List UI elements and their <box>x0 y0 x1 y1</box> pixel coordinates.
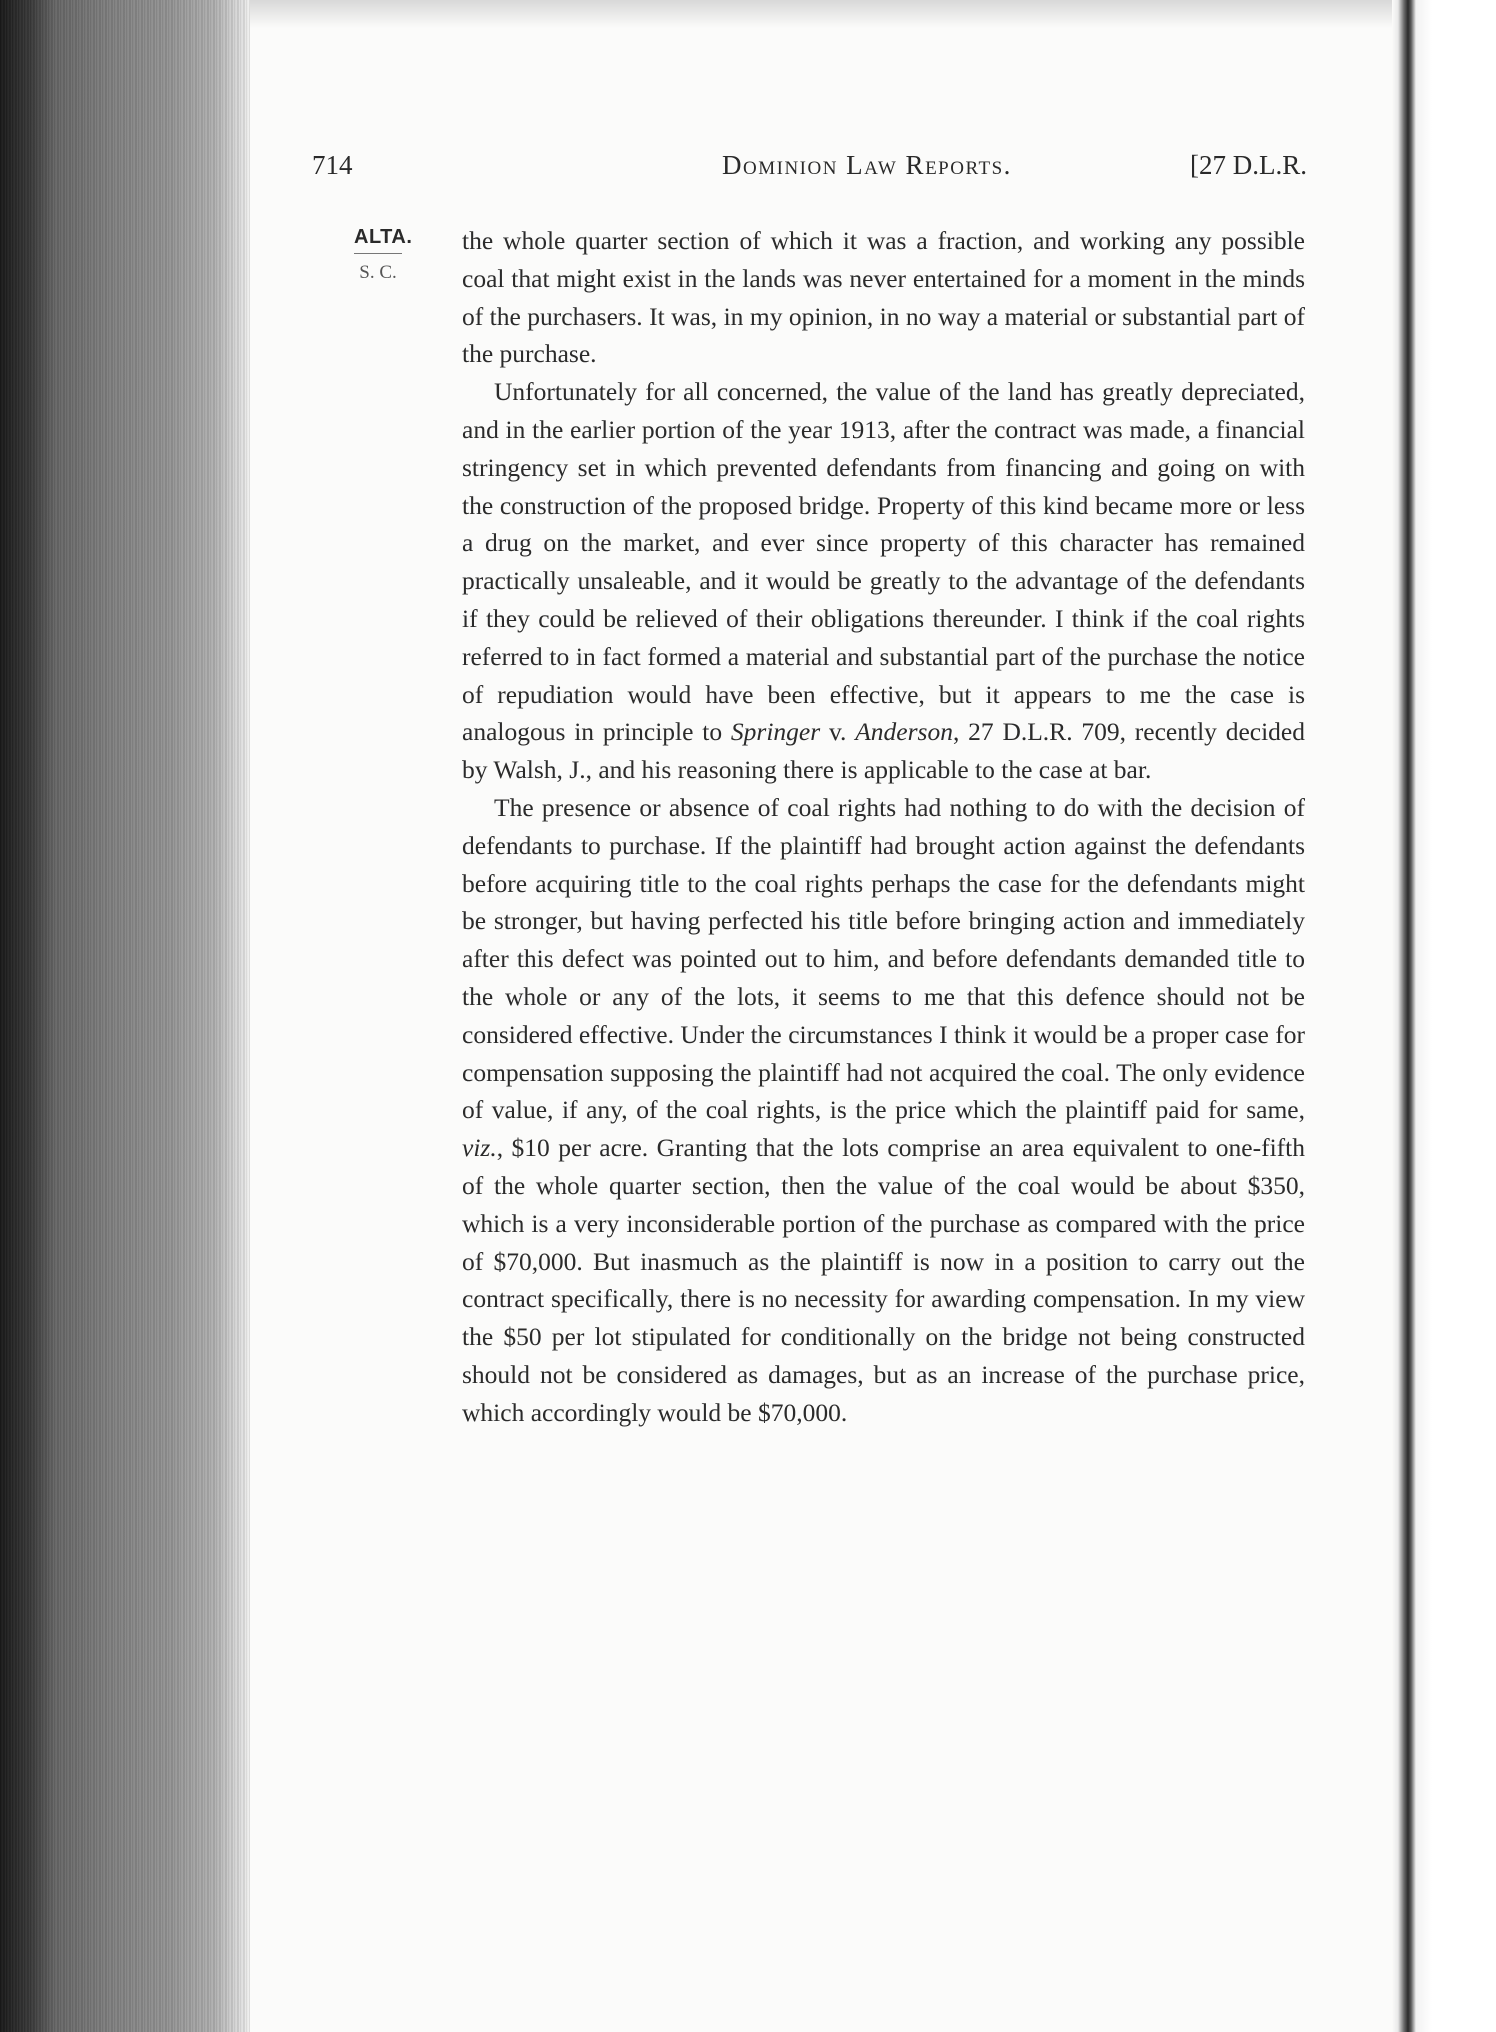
paragraph-2-text-c: , 27 D.L.R. 709, recently decided by Walsh, J., and his reasoning there is applicable to the case at bar. <box>462 717 1305 785</box>
paragraph-3 <box>462 789 1305 1432</box>
right-page-edge <box>1392 0 1496 2032</box>
case-name-springer: Springer <box>730 717 821 747</box>
running-title: Dominion Law Reports. <box>722 150 1012 180</box>
viz-abbreviation: viz. <box>462 1133 497 1163</box>
paragraph-2 <box>462 373 1305 789</box>
paragraph-1-text: the whole quarter section of which it was a fraction, and working any possible coal that might exist in the lands was never entertained for a moment in the minds of the purchasers. It was, in my opinion, in no way a material or substantial part of the purchase. <box>462 226 1305 369</box>
case-name-anderson: Anderson <box>855 717 953 747</box>
court-division: S. C. <box>359 262 397 283</box>
paragraph-2-text-a: Unfortunately for all concerned, the value of the land has greatly depreciated, and in the earlier portion of the year 1913, after the contract was made, a financial stringency set in which prevented defendants from financing and going on with the construction of the proposed bridge. Property of this kind became more or less a drug on the market, and ever since property of this character has remained practically unsaleable, and it would be greatly to the advantage of the defendants if they could be relieved of their obligations thereunder. I think if the coal rights referred to in fact formed a material and substantial part of the purchase the notice of repudiation would have been effective, but it appears to me the case is analogous in principle to <box>462 377 1305 747</box>
paragraph-2-text-b: v. <box>820 717 856 747</box>
volume-reference: [27 D.L.R. <box>1190 150 1307 180</box>
running-header <box>312 150 1307 194</box>
top-shadow <box>250 0 1400 28</box>
margin-notes <box>338 226 418 284</box>
paragraph-3-text-b: , $10 per acre. Granting that the lots comprise an area equivalent to one-fifth of the whole quarter section, then the value of the coal would be about $350, which is a very inconsiderable portion of the purchase as compared with the price of $70,000. But inasmuch as the plaintiff is now in a position to carry out the contract specifically, there is no necessity for awarding compensation. In my view the $50 per lot stipulated for conditionally on the bridge not being constructed should not be considered as damages, but as an increase of the purchase price, which accordingly would be $70,000. <box>462 1133 1305 1427</box>
page-number: 714 <box>312 150 353 180</box>
paragraph-3-text-a: The presence or absence of coal rights had nothing to do with the decision of defendants to purchase. If the plaintiff had brought action against the defendants before acquiring title to the coal rights perhaps the case for the defendants might be stronger, but having perfected his title before bringing action and immediately after this defect was pointed out to him, and before defendants demanded title to the whole or any of the lots, it seems to me that this defence should not be considered effective. Under the circumstances I think it would be a proper case for compensation supposing the plaintiff had not acquired the coal. The only evidence of value, if any, of the coal rights, is the price which the plaintiff paid for same, <box>462 792 1305 1125</box>
court-province: ALTA. <box>354 226 402 254</box>
paragraph-1 <box>462 222 1305 373</box>
book-binding-edge <box>0 0 250 2032</box>
body-text <box>462 222 1305 1432</box>
